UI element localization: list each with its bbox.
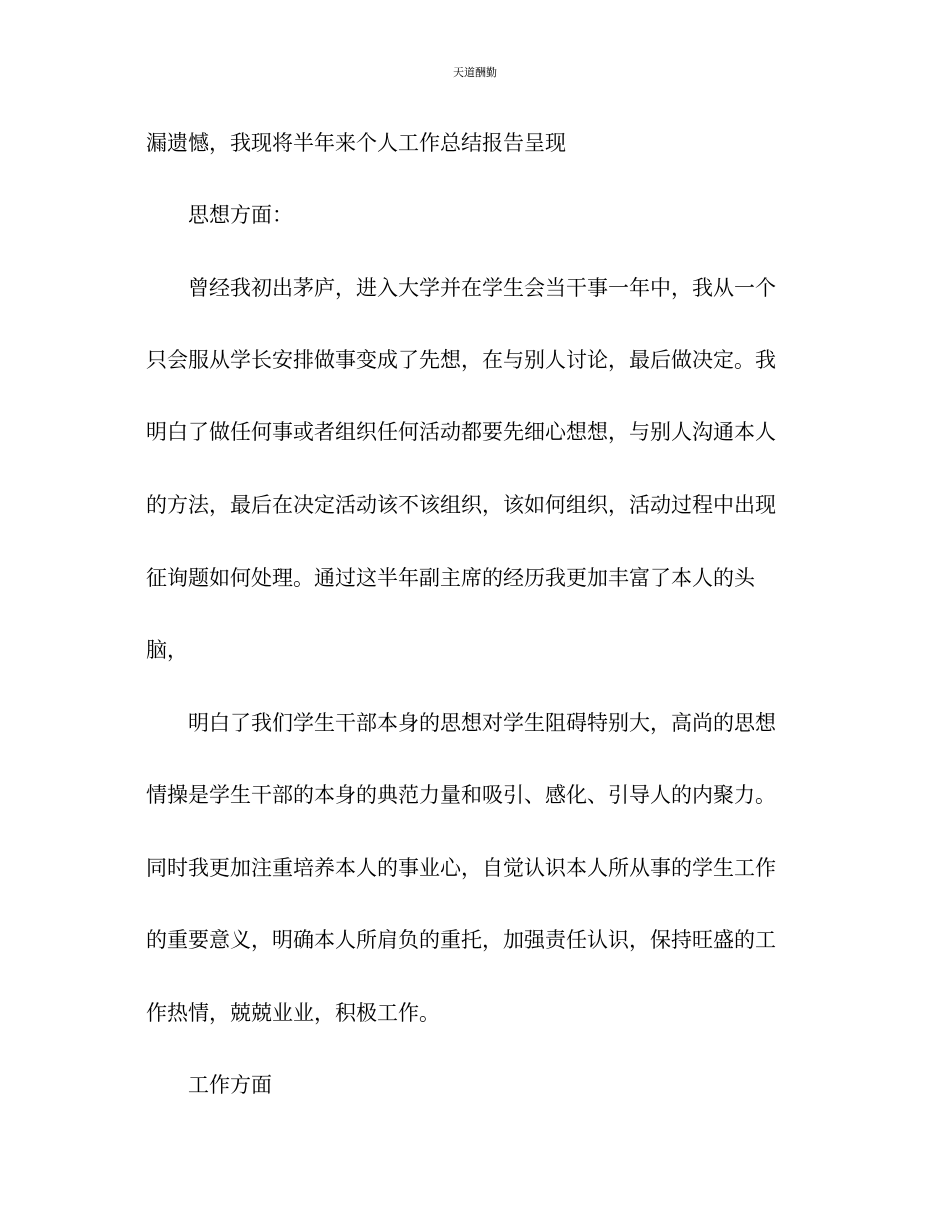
section-heading-thought: 思想方面： — [188, 203, 293, 227]
paragraph-line: 同时我更加注重培养本人的事业心，自觉认识本人所从事的学生工作 — [146, 856, 776, 880]
paragraph-line: 漏遗憾，我现将半年来个人工作总结报告呈现 — [146, 131, 566, 155]
paragraph-line: 征询题如何处理。通过这半年副主席的经历我更加丰富了本人的头 — [146, 566, 755, 590]
paragraph-line: 的方法，最后在决定活动该不该组织，该如何组织，活动过程中出现 — [146, 493, 776, 517]
paragraph-line: 作热情，兢兢业业，积极工作。 — [146, 1001, 440, 1025]
paragraph-line: 明白了做任何事或者组织任何活动都要先细心想想，与别人沟通本人 — [146, 420, 776, 444]
paragraph-line: 脑， — [146, 638, 188, 662]
paragraph-line: 明白了我们学生干部本身的思想对学生阻碍特别大，高尚的思想 — [188, 711, 776, 735]
paragraph-line: 的重要意义，明确本人所肩负的重托，加强责任认识，保持旺盛的工 — [146, 928, 776, 952]
paragraph-line: 只会服从学长安排做事变成了先想，在与别人讨论，最后做决定。我 — [146, 348, 776, 372]
section-heading-work: 工作方面 — [188, 1073, 272, 1097]
page-header: 天道酬勤 — [453, 66, 497, 79]
paragraph-line: 曾经我初出茅庐，进入大学并在学生会当干事一年中，我从一个 — [188, 276, 776, 300]
paragraph-line: 情操是学生干部的本身的典范力量和吸引、感化、引导人的内聚力。 — [146, 783, 776, 807]
